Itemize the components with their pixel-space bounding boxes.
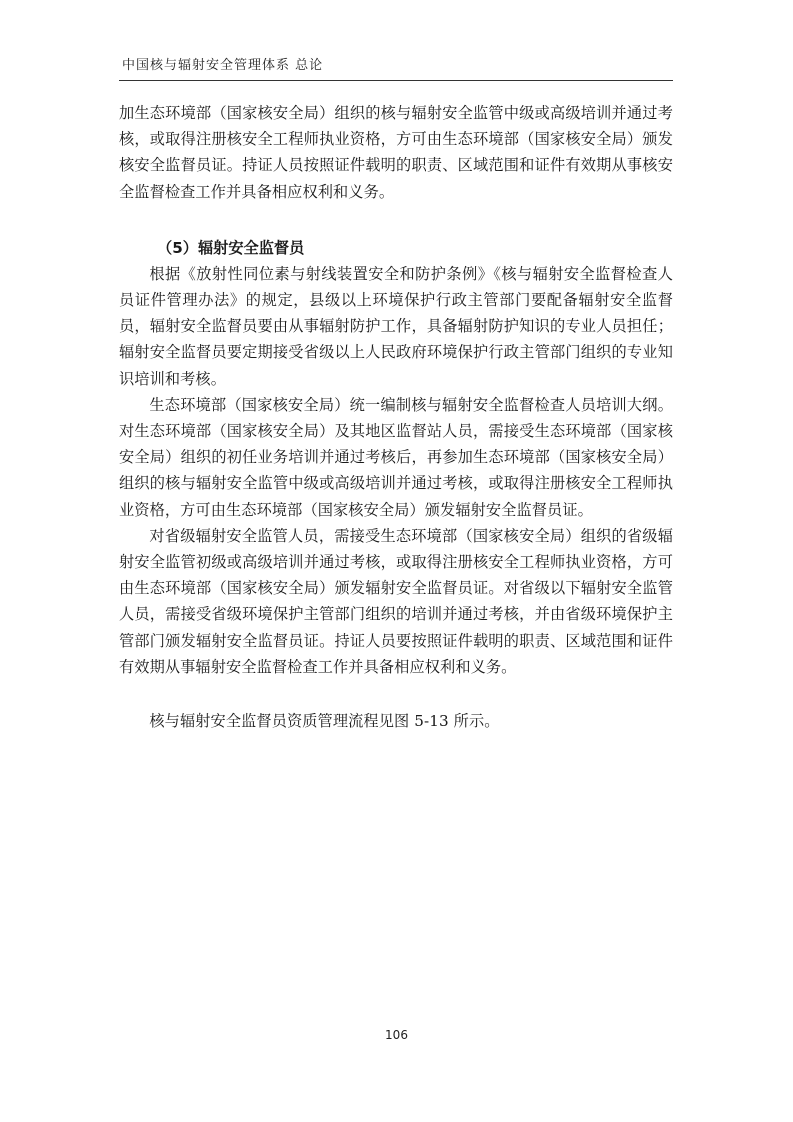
spacer <box>119 205 673 235</box>
section-heading: （5）辐射安全监督员 <box>157 238 305 257</box>
page-number: 106 <box>385 1028 408 1042</box>
paragraph-provincial-training: 对省级辐射安全监管人员，需接受生态环境部（国家核安全局）组织的省级辐射安全监管初级或高级培训并通过考核，或取得注册核安全工程师执业资格，方可由生态环境部（国家核安全局）颁发辐射安全监督员证。对省级以下辐射安全监管人员，需接受省级环境保护主管部门组织的培训并通过考核，并由省级环境保护主管部门颁发辐射安全监督员证。持证人员要按照证件载明的职责、区域范围和证件有效期从事辐射安全监督检查工作并具备相应权利和义务。 <box>119 526 673 676</box>
paragraph-figure-reference: 核与辐射安全监督员资质管理流程见图 5-13 所示。 <box>149 712 500 731</box>
paragraph-continued: 加生态环境部（国家核安全局）组织的核与辐射安全监管中级或高级培训并通过考核，或取得注册核安全工程师执业资格，方可由生态环境部（国家核安全局）颁发核安全监督员证。持证人员按照证件载明的职责、区域范围和证件有效期从事核安全监督检查工作并具备相应权利和义务。 <box>119 104 673 201</box>
header-rule <box>119 80 673 81</box>
running-header: 中国核与辐射安全管理体系 总论 <box>122 58 324 73</box>
paragraph-regulation: 根据《放射性同位素与射线装置安全和防护条例》《核与辐射安全监督检查人员证件管理办法》的规定，县级以上环境保护行政主管部门要配备辐射安全监督员，辐射安全监督员要由从事辐射防护工作，具备辐射防护知识的专业人员担任；辐射安全监督员要定期接受省级以上人民政府环境保护行政主管部门组织的专业知识培训和考核。 <box>119 264 673 388</box>
paragraph-national-training: 生态环境部（国家核安全局）统一编制核与辐射安全监督检查人员培训大纲。对生态环境部（国家核安全局）及其地区监督站人员，需接受生态环境部（国家核安全局）组织的初任业务培训并通过考核后，再参加生态环境部（国家核安全局）组织的核与辐射安全监管中级或高级培训并通过考核，或取得注册核安全工程师执业资格，方可由生态环境部（国家核安全局）颁发辐射安全监督员证。 <box>119 395 673 519</box>
page-body <box>119 100 673 734</box>
spacer <box>119 680 673 708</box>
